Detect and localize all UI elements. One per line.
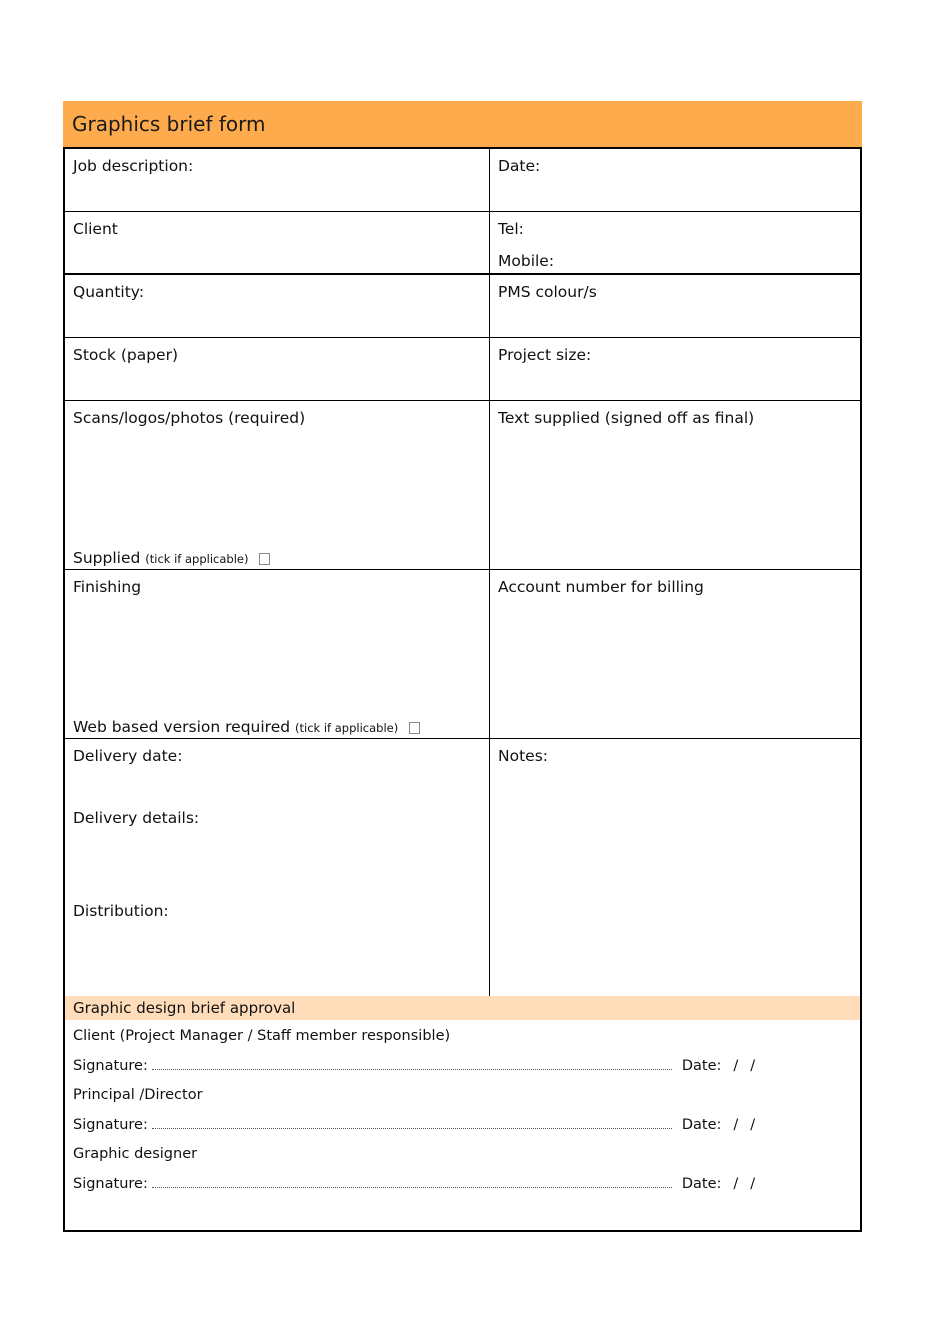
notes-label: Notes: bbox=[498, 747, 548, 765]
text-supplied-field[interactable] bbox=[490, 401, 860, 569]
signature-line bbox=[73, 1113, 852, 1142]
signature-input[interactable] bbox=[152, 1055, 672, 1070]
row-job bbox=[65, 149, 860, 212]
signature-date-label: Date: bbox=[681, 1176, 722, 1192]
account-number-field[interactable] bbox=[490, 570, 860, 738]
mobile-label: Mobile: bbox=[498, 252, 555, 270]
date-slash: / bbox=[750, 1058, 756, 1074]
date-label: Date: bbox=[498, 157, 541, 175]
signature-label: Signature: bbox=[73, 1117, 148, 1133]
quantity-label: Quantity: bbox=[73, 283, 145, 301]
finishing-label: Finishing bbox=[73, 578, 142, 596]
form-title: Graphics brief form bbox=[72, 112, 266, 136]
supplied-label: Supplied bbox=[73, 549, 141, 567]
delivery-date-label: Delivery date: bbox=[73, 747, 183, 765]
pms-colours-label: PMS colour/s bbox=[498, 283, 597, 301]
date-slash: / bbox=[750, 1176, 756, 1192]
delivery-details-label: Delivery details: bbox=[73, 809, 200, 827]
notes-field[interactable] bbox=[490, 739, 860, 996]
signature-line bbox=[73, 1172, 852, 1201]
signature-input[interactable] bbox=[152, 1173, 672, 1188]
supplied-line bbox=[73, 549, 270, 567]
date-field[interactable] bbox=[490, 149, 860, 211]
form-title-bar bbox=[63, 101, 862, 147]
row-scans bbox=[65, 401, 860, 570]
row-delivery bbox=[65, 739, 860, 996]
tel-mobile-field[interactable] bbox=[490, 212, 860, 273]
signature-date-label: Date: bbox=[681, 1058, 722, 1074]
tel-label: Tel: bbox=[498, 220, 524, 238]
scans-field[interactable] bbox=[65, 401, 490, 569]
signature-input[interactable] bbox=[152, 1114, 672, 1129]
web-version-label: Web based version required bbox=[73, 718, 291, 736]
stock-field[interactable] bbox=[65, 338, 490, 400]
signature-date-label: Date: bbox=[681, 1117, 722, 1133]
signature-label: Signature: bbox=[73, 1176, 148, 1192]
approval-section bbox=[63, 996, 862, 1232]
date-slash: / bbox=[733, 1117, 739, 1133]
pms-colours-field[interactable] bbox=[490, 275, 860, 337]
approval-heading-bar bbox=[65, 996, 860, 1020]
quantity-field[interactable] bbox=[65, 275, 490, 337]
finishing-field[interactable] bbox=[65, 570, 490, 738]
project-size-field[interactable] bbox=[490, 338, 860, 400]
row-client bbox=[65, 212, 860, 275]
approval-heading: Graphic design brief approval bbox=[73, 999, 296, 1017]
web-version-line bbox=[73, 718, 420, 736]
row-quantity bbox=[65, 275, 860, 338]
signature-label: Signature: bbox=[73, 1058, 148, 1074]
signer-role: Client (Project Manager / Staff member responsible) bbox=[73, 1028, 451, 1044]
client-label: Client bbox=[73, 220, 118, 238]
date-slash: / bbox=[750, 1117, 756, 1133]
delivery-field[interactable] bbox=[65, 739, 490, 996]
graphics-brief-form bbox=[63, 101, 862, 1232]
text-supplied-label: Text supplied (signed off as final) bbox=[498, 409, 755, 427]
account-number-label: Account number for billing bbox=[498, 578, 704, 596]
signer-role: Graphic designer bbox=[73, 1146, 198, 1162]
job-description-field[interactable] bbox=[65, 149, 490, 211]
stock-label: Stock (paper) bbox=[73, 346, 179, 364]
scans-label: Scans/logos/photos (required) bbox=[73, 409, 306, 427]
distribution-label: Distribution: bbox=[73, 902, 169, 920]
signature-line bbox=[73, 1054, 852, 1083]
job-description-label: Job description: bbox=[73, 157, 194, 175]
row-finishing bbox=[65, 570, 860, 739]
supplied-tick-note: (tick if applicable) bbox=[145, 552, 249, 566]
supplied-checkbox[interactable] bbox=[259, 553, 270, 565]
date-slash: / bbox=[733, 1176, 739, 1192]
row-stock bbox=[65, 338, 860, 401]
web-version-checkbox[interactable] bbox=[409, 722, 420, 734]
form-grid bbox=[63, 147, 862, 996]
signer-role: Principal /Director bbox=[73, 1087, 203, 1103]
project-size-label: Project size: bbox=[498, 346, 592, 364]
date-slash: / bbox=[733, 1058, 739, 1074]
client-field[interactable] bbox=[65, 212, 490, 273]
web-version-tick-note: (tick if applicable) bbox=[295, 721, 399, 735]
